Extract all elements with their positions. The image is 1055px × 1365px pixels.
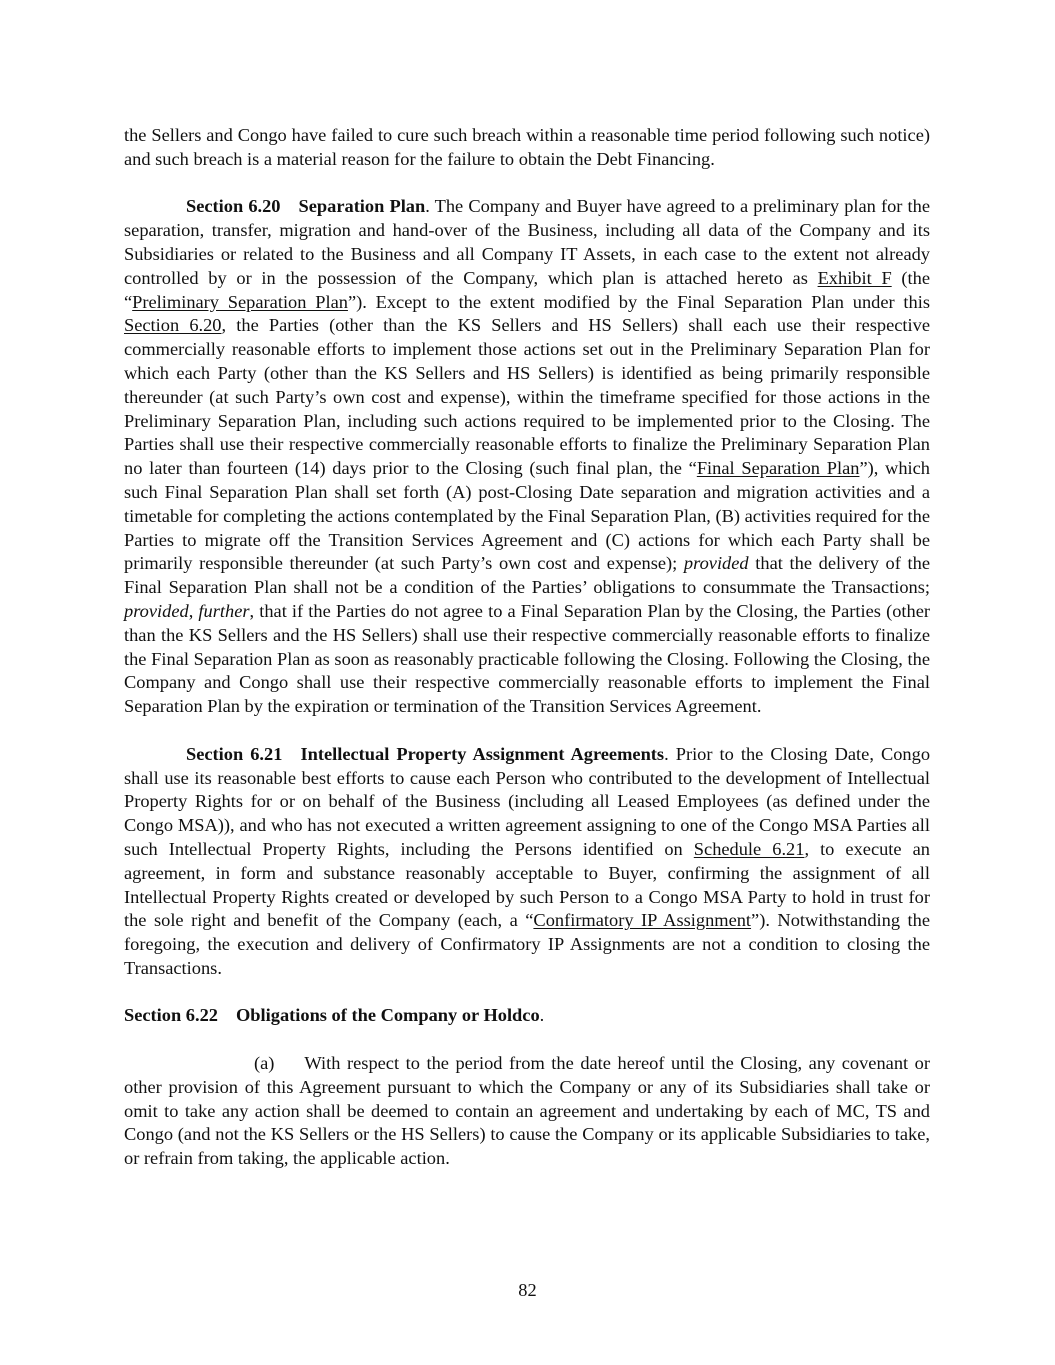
provided-italic: provided <box>683 553 749 574</box>
section-6-20-text: , <box>188 600 199 621</box>
section-6-20-text: ”), which such Final Separation Plan shall set forth (A) post-Closing Date separation and migration activities and a timetable for completing the actions contemplated by the Final Separation Plan, (B) activities required for the Parties to migrate off the Transition Services Agreement and (C) actions for which each Party shall be primarily responsible thereunder (at such Party’s own cost and expense); <box>124 458 931 574</box>
section-6-20-text: , that if the Parties do not agree to a Final Separation Plan by the Closing, the Parties (other than the KS Sellers and the HS Sellers) shall use their respective commercially reasonable efforts to finalize the Final Separation Plan as soon as reasonably practicable following the Closing. Following the Closing, the Company and Congo shall use their respective commercially reasonable efforts to implement the Final Separation Plan by the expiration or termination of the Transition Services Agreement. <box>124 600 930 717</box>
section-6-20-reference-link[interactable]: Section 6.20 <box>124 315 222 336</box>
section-6-20-text: ”). Except to the extent modified by the Final Separation Plan under this <box>347 291 930 312</box>
continuation-paragraph <box>124 124 930 172</box>
section-6-20-title: Separation Plan <box>298 196 426 217</box>
section-6-20 <box>124 195 930 719</box>
section-6-20-number: Section 6.20 <box>186 196 281 217</box>
clause-a-label: (a) <box>254 1053 275 1074</box>
provided-italic: provided <box>124 600 189 621</box>
section-6-22-period: . <box>539 1005 545 1026</box>
section-6-21-number: Section 6.21 <box>186 743 283 764</box>
section-6-22-clause-a <box>124 1052 930 1171</box>
section-6-22-title: Obligations of the Company or Holdco <box>236 1005 540 1026</box>
section-6-21-text: , to execute an agreement, in form and substance reasonably acceptable to Buyer, confirming the assignment of all Intellectual Property Rights created or developed by such Person to a Congo MSA Party to hold in trust for the sole right and benefit of the Company (each, a “ <box>124 838 930 931</box>
section-6-21-text: ”). Notwithstanding the foregoing, the execution and delivery of Confirmatory IP Assignments are not a condition to closing the Transactions. <box>124 910 930 978</box>
section-6-21-title: Intellectual Property Assignment Agreements <box>300 743 665 764</box>
preliminary-separation-plan-term: Preliminary Separation Plan <box>132 291 348 312</box>
confirmatory-ip-assignment-term: Confirmatory IP Assignment <box>533 910 752 931</box>
section-6-21-text: . Prior to the Closing Date, Congo shall use its reasonable best efforts to cause each Person who contributed to the development of Intellectual Property Rights for or on behalf of the Business (including all Leased Employees (as defined under the Congo MSA)), and who has not executed a written agreement assigning to one of the Congo MSA Parties all such Intellectual Property Rights, including the Persons identified on <box>124 743 931 859</box>
exhibit-f-link[interactable]: Exhibit F <box>817 267 892 288</box>
section-6-20-text: . The Company and Buyer have agreed to a preliminary plan for the separation, transfer, migration and hand-over of the Business, including all data of the Company and its Subsidiaries or related to the Business and all Company IT Assets, in each case to the extent not already controlled by or in the possession of the Company, which plan is attached hereto as <box>124 196 930 288</box>
section-6-21 <box>124 743 930 981</box>
further-italic: further <box>198 600 250 621</box>
section-6-22-number: Section 6.22 <box>124 1005 218 1026</box>
section-6-20-text: (the “ <box>124 267 930 312</box>
section-6-20-text: that the delivery of the Final Separation Plan shall not be a condition of the Parties’ obligations to consummate the Transactions; <box>124 553 931 598</box>
page-number: 82 <box>518 1280 537 1300</box>
clause-a-text: With respect to the period from the date hereof until the Closing, any covenant or other provision of this Agreement pursuant to which the Company or any of its Subsidiaries shall take or omit to take any action shall be deemed to contain an agreement and undertaking by each of MC, TS and Congo (and not the KS Sellers or the HS Sellers) to cause the Company or its applicable Subsidiaries to take, or refrain from taking, the applicable action. <box>124 1053 930 1169</box>
schedule-6-21-link[interactable]: Schedule 6.21 <box>693 838 805 859</box>
document-page <box>124 124 930 1195</box>
continuation-text: the Sellers and Congo have failed to cure such breach within a reasonable time period following such notice) and such breach is a material reason for the failure to obtain the Debt Financing. <box>124 125 930 169</box>
section-6-20-text: , the Parties (other than the KS Sellers and HS Sellers) shall each use their respective commercially reasonable efforts to implement those actions set out in the Preliminary Separation Plan for which each Party (other than the KS Sellers and HS Sellers) is identified as being primarily responsible thereunder (at such Party’s own cost and expense), within the timeframe specified for those actions in the Preliminary Separation Plan, including such actions required to be implemented prior to the Closing. The Parties shall use their respective commercially reasonable efforts to finalize the Preliminary Separation Plan no later than fourteen (14) days prior to the Closing (such final plan, the “ <box>124 315 930 479</box>
final-separation-plan-term: Final Separation Plan <box>696 458 860 479</box>
section-6-22-heading <box>124 1004 930 1028</box>
